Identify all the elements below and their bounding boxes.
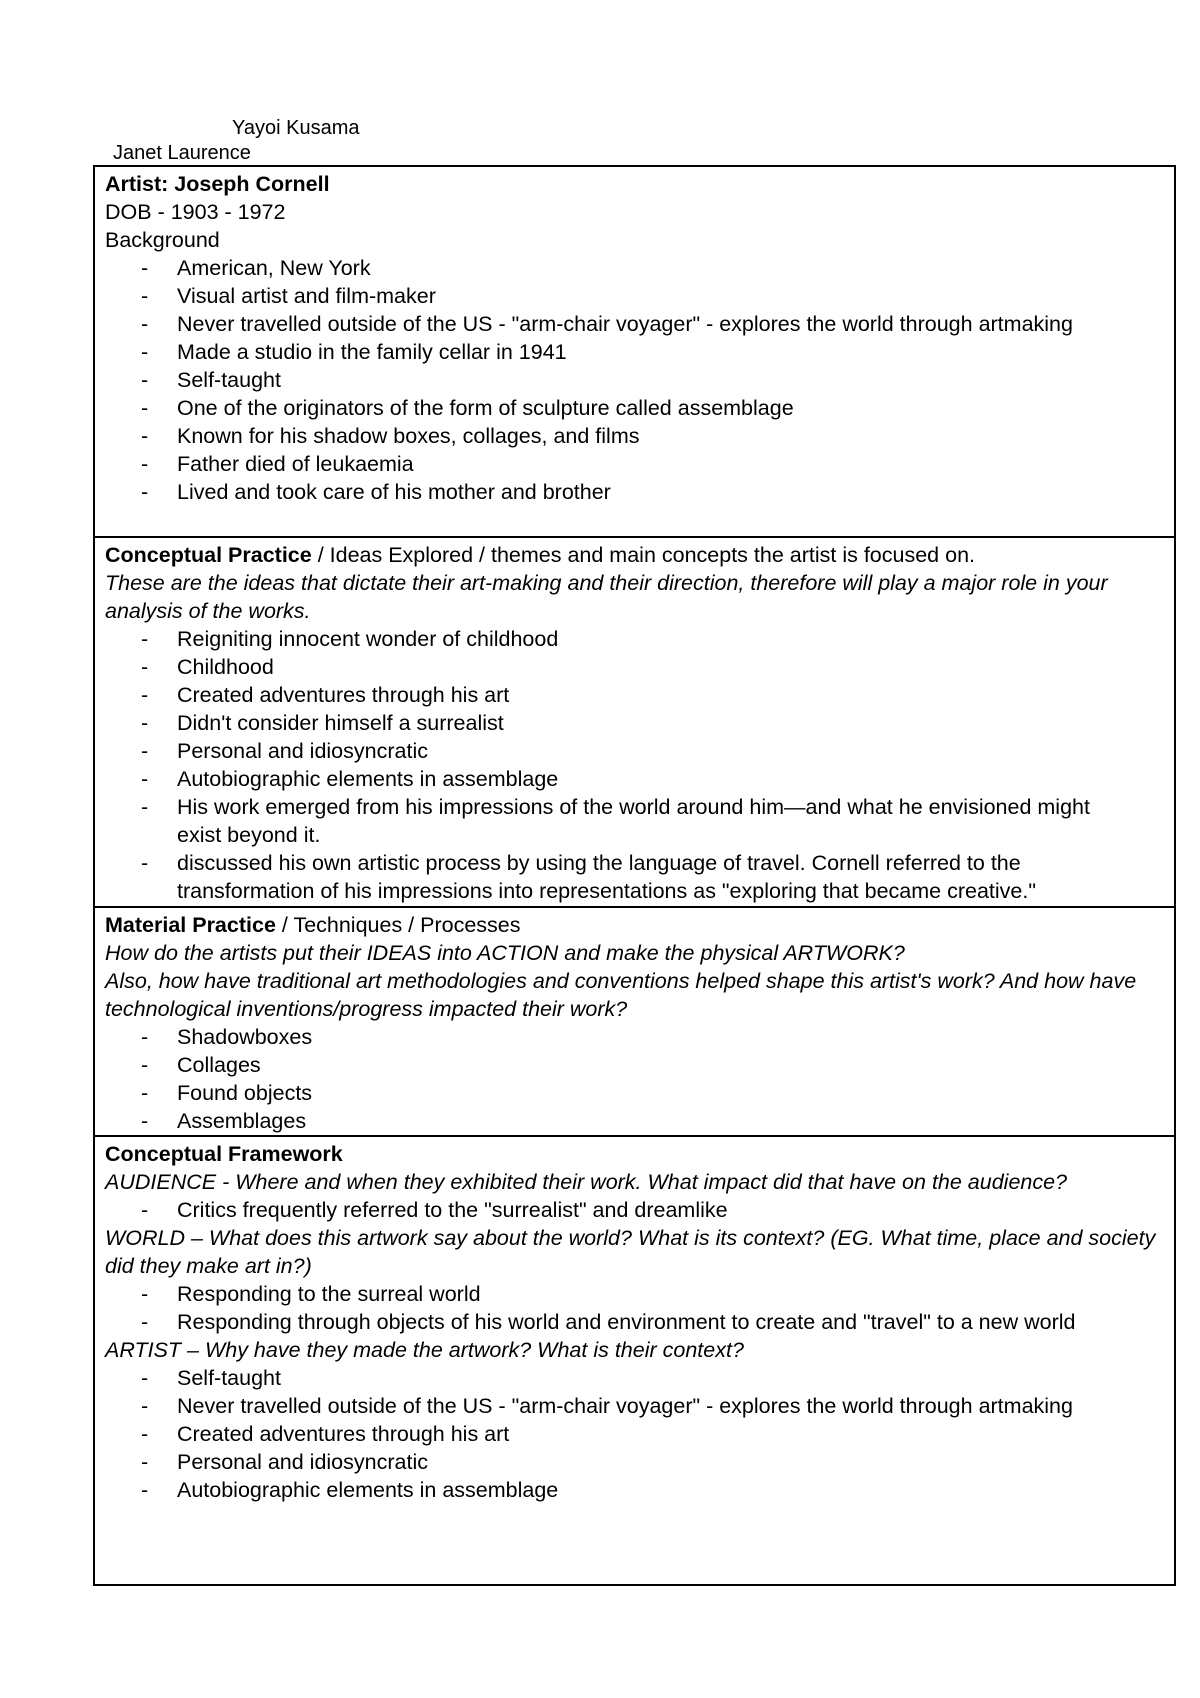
list-item: - Made a studio in the family cellar in 1941: [141, 340, 567, 364]
list-item: - Found objects: [141, 1081, 313, 1105]
world-prompt: WORLD – What does this artwork say about the world? What is its context? (EG. What time, place and society did they make art in?): [105, 1226, 1156, 1278]
section-instructions: Also, how have traditional art methodologies and conventions helped shape this artist's work? And how have technological inventions/progress impacted their work?: [105, 969, 1137, 1021]
background-label: Background: [105, 228, 220, 252]
list-item: - Created adventures through his art: [141, 1422, 510, 1446]
section-title: Conceptual Practice / Ideas Explored / themes and main concepts the artist is focused on.: [105, 543, 975, 567]
conceptual-framework-section: [95, 1137, 1174, 1584]
list-item: - Father died of leukaemia: [141, 452, 414, 476]
list-item: - Known for his shadow boxes, collages, and films: [141, 424, 640, 448]
list-item: - Responding through objects of his world and environment to create and "travel" to a new world: [141, 1310, 1076, 1334]
section-instructions: These are the ideas that dictate their art-making and their direction, therefore will play a major role in your analysis of the works.: [105, 571, 1108, 623]
artist-list: [105, 1364, 1164, 1504]
list-item: - discussed his own artistic process by using the language of travel. Cornell referred to the transformation of his impressions into representations as "exploring that became creative.": [141, 851, 1036, 903]
list-item: - Autobiographic elements in assemblage: [141, 1478, 559, 1502]
list-item: - American, New York: [141, 256, 371, 280]
list-item: - Autobiographic elements in assemblage: [141, 767, 559, 791]
world-list: [105, 1280, 1164, 1336]
artist-prompt: ARTIST – Why have they made the artwork? What is their context?: [105, 1338, 744, 1362]
list-item: - Personal and idiosyncratic: [141, 1450, 428, 1474]
list-item: - Responding to the surreal world: [141, 1282, 481, 1306]
list-item: - Never travelled outside of the US - "arm-chair voyager" - explores the world through artmaking: [141, 312, 1073, 336]
list-item: - Didn't consider himself a surrealist: [141, 711, 504, 735]
list-item: - One of the originators of the form of sculpture called assemblage: [141, 396, 794, 420]
audience-prompt: AUDIENCE - Where and when they exhibited their work. What impact did that have on the audience?: [105, 1170, 1068, 1194]
background-list: [105, 254, 1164, 506]
artist-study-table: [93, 165, 1176, 1586]
conceptual-practice-section: [95, 538, 1174, 908]
section-title: Conceptual Framework: [105, 1142, 343, 1166]
list-item: - Collages: [141, 1053, 261, 1077]
ideas-list: [105, 625, 1164, 905]
list-item: - Personal and idiosyncratic: [141, 739, 428, 763]
list-item: - Self-taught: [141, 368, 281, 392]
artist-name-janet-laurence: Janet Laurence: [113, 142, 251, 164]
section-title: Material Practice / Techniques / Processes: [105, 913, 521, 937]
list-item: - Visual artist and film-maker: [141, 284, 436, 308]
list-item: - Shadowboxes: [141, 1025, 313, 1049]
list-item: - His work emerged from his impressions of the world around him—and what he envisioned might exist beyond it.: [141, 795, 1090, 847]
material-practice-section: [95, 908, 1174, 1137]
list-item: - Reigniting innocent wonder of childhood: [141, 627, 559, 651]
list-item: - Created adventures through his art: [141, 683, 510, 707]
section-instructions: How do the artists put their IDEAS into ACTION and make the physical ARTWORK?: [105, 941, 905, 965]
list-item: - Lived and took care of his mother and brother: [141, 480, 611, 504]
section-title: Artist: Joseph Cornell: [105, 172, 330, 196]
list-item: - Critics frequently referred to the "surrealist" and dreamlike: [141, 1198, 728, 1222]
audience-list: [105, 1196, 1164, 1224]
artist-name-yayoi-kusama: Yayoi Kusama: [232, 117, 360, 139]
techniques-list: [105, 1023, 1164, 1135]
list-item: - Assemblages: [141, 1109, 307, 1133]
list-item: - Childhood: [141, 655, 274, 679]
list-item: - Never travelled outside of the US - "arm-chair voyager" - explores the world through artmaking: [141, 1394, 1073, 1418]
list-item: - Self-taught: [141, 1366, 281, 1390]
dob-line: DOB - 1903 - 1972: [105, 200, 286, 224]
artist-background-section: [95, 167, 1174, 538]
